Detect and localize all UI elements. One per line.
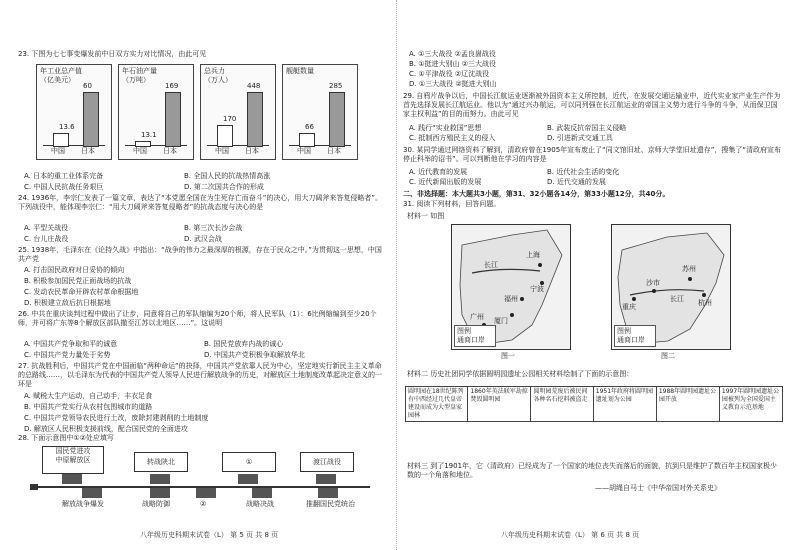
q23-chart-2-value-中国: 13.1 [141, 130, 157, 139]
q30-option-b: B. 近代社会生活的变化 [547, 168, 620, 176]
map-1-place-fuzhou: 福州 [504, 295, 518, 303]
q24-option-d: D. 武汉会战 [184, 235, 222, 243]
map-2-place-shashi: 沙市 [646, 279, 660, 287]
q28-bottom-label-1: 解放战争爆发 [62, 500, 104, 508]
map-1-place-changjiang: 长江 [484, 261, 498, 269]
map-2 [611, 224, 731, 350]
q29-option-c: C. 抵制西方殖民主义的侵入 [409, 134, 496, 142]
q27-stem: 27. 抗战胜利后，中国共产党在中国面临“两种命运”的抉择，中国共产党依靠人民为中心，坚定地实行新民主主义革命的总路线……，以毛泽东为代表的中国共产党人领导人民进行解放战争的历史，对解放区土地制度改革起决定意义的一环是 [18, 362, 382, 388]
q29-option-b: B. 武装反抗帝国主义侵略 [547, 124, 627, 132]
timeline-row [406, 387, 783, 422]
q28-bottom-label-4: 战略决战 [246, 500, 274, 508]
q28-arrow-4 [316, 474, 336, 484]
q28-bottom-label-2: 战略防御 [142, 500, 170, 508]
material-3-text: 材料三 到了1901年，它（清政府）已经成为了一个国家的地位丧失而落后的面貌，抗到只是维护了数百年主权国家极少数的一个角落和地位。 [407, 462, 778, 479]
q28-top-box-2: 转战陕北 [134, 452, 188, 472]
q23-chart-1-value-中国: 13.6 [59, 122, 75, 131]
map-1-legend-item: 通商口岸 [457, 336, 485, 344]
map-1-place-ningbo: 宁波 [530, 285, 544, 293]
q23-chart-4-category-中国: 中国 [297, 147, 311, 155]
q28-axis-cap [30, 484, 38, 490]
q28-option-a: A. ①三大战役 ②孟良崮战役 [409, 50, 496, 58]
q24-option-a: A. 平型关战役 [24, 224, 69, 232]
map-1-legend [454, 325, 496, 347]
q23-chart-3-category-中国: 中国 [215, 147, 229, 155]
map-2-place-changjiang: 长江 [670, 295, 684, 303]
q23-chart-3-title: 总兵力 （万人） [204, 67, 232, 84]
material-2-timeline [405, 386, 783, 422]
q23-chart-3-value-中国: 170 [223, 114, 237, 123]
map-1-legend-title: 图例 [457, 327, 471, 335]
q23-chart-4-value-中国: 66 [305, 122, 314, 131]
q23-chart-1-bar-日本 [83, 92, 99, 147]
q28-arrow-9 [318, 488, 338, 498]
right-footer: 八年级历史科期末试卷（L） 第 6 页 共 8 页 [501, 531, 640, 539]
q26-option-b: B. 国民党放弃内战的诚心 [204, 340, 284, 348]
q27-option-d: D. 解放区人民积极支援前线，配合国民党的全面进攻 [24, 425, 188, 433]
q26-option-c: C. 中国共产党力量处于劣势 [24, 351, 111, 359]
timeline-cell-4: 1951年政府将圆明园遗址划为公园 [593, 387, 656, 422]
map-2-place-hangzhou: 杭州 [698, 299, 712, 307]
q28-top-box-1: 国民党进攻 中原解放区 [42, 446, 104, 474]
q27-option-b: B. 中国共产党实行从农村包围城市的道路 [24, 403, 153, 411]
q28-arrow-8 [252, 488, 272, 498]
q28-bottom-label-3: ② [200, 500, 207, 508]
q27-option-c: C. 中国共产党领导农民进行土改，废除封建剥削的土地制度 [24, 414, 209, 422]
map-2-place-chongqing: 重庆 [622, 303, 636, 311]
map-2-legend-title: 图例 [617, 327, 631, 335]
q28-option-c: C. ①平津战役 ②辽沈战役 [409, 70, 490, 78]
q29-option-d: D. 引进新式交通工具 [547, 134, 613, 142]
q31-stem: 31. 阅读下列材料，回答问题。 [403, 200, 501, 208]
q26-option-d: D. 中国共产党积极争取解放华北 [204, 351, 305, 359]
material-3-source: ——胡绳自马士《中华帝国对外关系史》 [595, 484, 721, 492]
q23-chart-2-category-日本: 日本 [163, 147, 177, 155]
q30-stem: 30. 某同学通过网络资料了解到，清政府曾在1905年宣布废止了“同文馆旧址、京师大学堂旧址遗存”，搜集了“清政府宣布停止科举的诏书”。可以判断他在学习的内容是 [403, 146, 782, 163]
q23-chart-2-title: 年石油产量 （万吨） [122, 67, 157, 84]
q23-option-c: C. 中国人民抗战任务艰巨 [24, 183, 104, 191]
q23-option-b: B. 全国人民的抗战热情高涨 [184, 172, 271, 180]
q23-chart-4-bar-中国 [299, 133, 315, 147]
map-1-place-shanghai: 上海 [526, 251, 540, 259]
map-1-place-xiamen: 厦门 [494, 317, 508, 325]
map-1-caption: 图一 [501, 352, 515, 360]
q23-chart-4 [282, 64, 358, 160]
q23-chart-2-bar-日本 [165, 92, 181, 147]
q24-option-c: C. 台儿庄战役 [24, 235, 69, 243]
q23-chart-2-category-中国: 中国 [133, 147, 147, 155]
q23-chart-3-value-日本: 448 [247, 81, 261, 90]
q28-stem: 28. 下面示意图中①②处应填写 [18, 434, 114, 442]
q23-chart-4-category-日本: 日本 [327, 147, 341, 155]
q23-chart-1-category-日本: 日本 [81, 147, 95, 155]
q23-chart-1-category-中国: 中国 [51, 147, 65, 155]
q23-chart-2-value-日本: 169 [165, 81, 179, 90]
q23-chart-4-bar-日本 [329, 92, 345, 147]
q28-option-b: B. ①挺进大别山 ②三大战役 [409, 60, 497, 68]
q23-chart-3-bar-中国 [217, 125, 233, 147]
q24-stem: 24. 1936年，李宗仁发表了一篇文章，表达了“本党愿全国在为生死存亡而奋斗”的决心，用大刀阔斧来答复侵略者”。下列战役中，能体现李宗仁：“用大刀阔斧来答复侵略者”的抗战态度与决心的是 [18, 194, 383, 211]
q23-chart-3-bar-日本 [247, 92, 263, 147]
q30-option-d: D. 近代交通的发展 [547, 178, 606, 186]
q28-top-box-4: 渡江战役 [300, 452, 354, 472]
q27-option-a: A. 赋税大生产运动，自己动手，丰衣足食 [24, 392, 153, 400]
q23-chart-1-bar-中国 [53, 133, 69, 147]
q28-option-d: D. ①三大战役 ②挺进大别山 [409, 80, 497, 88]
q28-top-box-3: ① [222, 452, 276, 472]
q23-chart-3-category-日本: 日本 [245, 147, 259, 155]
map-2-legend-item: 通商口岸 [617, 336, 645, 344]
map-2-caption: 图二 [661, 352, 675, 360]
map-1-place-guangzhou: 广州 [470, 313, 484, 321]
q24-option-b: B. 第三次长沙会战 [184, 224, 243, 232]
q23-option-a: A. 日本的重工业体系完备 [24, 172, 104, 180]
q23-chart-1 [36, 64, 112, 160]
timeline-cell-5: 1988年圆明园遗址公园开放 [656, 387, 719, 422]
left-footer: 八年级历史科期末试卷（L） 第 5 页 共 8 页 [140, 531, 279, 539]
q28-arrow-3 [238, 474, 258, 484]
material-2-text: 材料二 历史社团同学依据圆明园遗址公园相关材料绘制了下面的示意图： [407, 370, 634, 378]
q29-stem: 29. 自鸦片战争以后，中国长江航运业逐渐被外国资本主义所控制，近代，在发展交通运输业中，近代实业家产业生产作为首先选择发展长江航运业。他以为“通过兴办航运，可以同列强在长江航运业的帝国主义势力进行斗争的斗争，从而保卫国家主权利益”的目的而努力。由此可见 [403, 92, 781, 118]
timeline-cell-6: 1997年圆明园遗址公园被列为全国爱国主义教育示范基地 [719, 387, 782, 422]
map-1 [451, 224, 571, 350]
q28-bottom-label-5: 推翻国民党统治 [306, 500, 355, 508]
q23-chart-2 [118, 64, 194, 160]
q26-stem: 26. 中共在重庆谈判过程中做出了让步，同意将自己的军队缩编为20个师，将人民军队（1）：6比例缩编到至少20个师，并可将广东等8个解放区部队撤至江苏以北地区……”。这说明 [18, 310, 377, 327]
q25-option-a: A. 打击国民政府对日妥协的倾向 [24, 266, 125, 274]
q28-arrow-7 [196, 488, 216, 498]
right-page [397, 0, 794, 550]
material-1-label: 材料一 如图 [407, 212, 445, 220]
q26-option-a: A. 中国共产党争取和平的诚意 [24, 340, 118, 348]
q28-arrow-6 [150, 488, 170, 498]
q23-chart-1-value-日本: 60 [83, 81, 92, 90]
q23-chart-3 [200, 64, 276, 160]
timeline-cell-2: 1860年英法联军劫掠焚毁圆明园 [468, 387, 531, 422]
q28-arrow-2 [150, 474, 170, 484]
q23-stem: 23. 下图为七七事变爆发前中日双方实力对比情况，由此可见 [18, 50, 207, 58]
q23-chart-4-title: 舰艇数量 [286, 67, 314, 75]
map-2-legend [614, 325, 656, 347]
q23-option-d: D. 第二次国共合作的形成 [184, 183, 264, 191]
q25-option-c: C. 发动农民革命开辟农村革命根据地 [24, 288, 139, 296]
q25-option-d: D. 积极建立敌后抗日根据地 [24, 299, 111, 307]
q25-stem: 25. 1938年，毛泽东在《论持久战》中指出：“战争的伟力之最深厚的根源，存在于民众之中。”为贯彻这一思想，中国共产党 [18, 246, 382, 263]
q23-chart-4-value-日本: 285 [329, 81, 343, 90]
timeline-cell-1: 圆明园在18世纪陈列有中西经过几代皇帝建设而成为大型皇家园林 [406, 387, 468, 422]
q28-arrow-5 [82, 488, 102, 498]
q28-arrow-1 [62, 474, 82, 484]
timeline-cell-3: 圆明园荒废后被民间各种名石挖料被盗走 [531, 387, 593, 422]
map-2-place-suzhou: 苏州 [682, 265, 696, 273]
q30-option-c: C. 近代新闻出版的发展 [409, 178, 482, 186]
q29-option-a: A. 践行“实业救国”思想 [409, 124, 482, 132]
q25-option-b: B. 积极参加国民党正面战场的抗战 [24, 277, 132, 285]
section-2-heading: 二、非选择题：本大题共3小题，第31、32小题各14分，第33小题12分，共40分。 [403, 190, 670, 198]
q23-chart-1-title: 年工业总产值 （亿美元） [40, 67, 82, 84]
q30-option-a: A. 近代教育的发展 [409, 168, 468, 176]
